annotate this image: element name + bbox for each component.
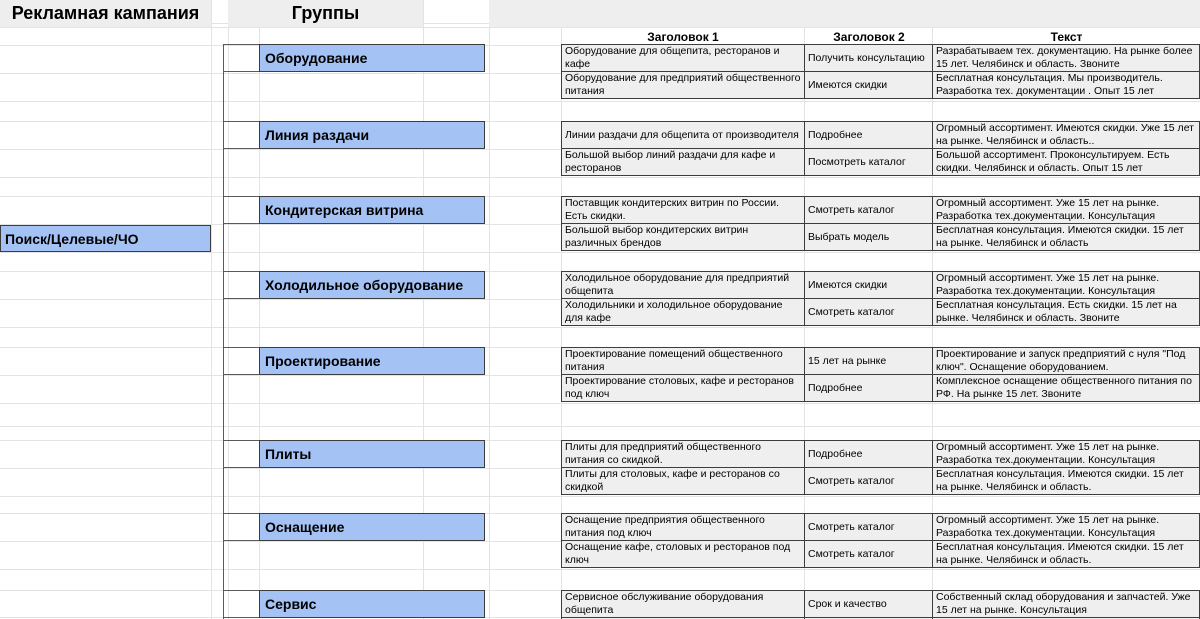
group-label: Оборудование [265,50,368,66]
headline2-cell[interactable] [804,121,933,149]
headline2-cell[interactable] [804,590,933,618]
group-cell[interactable] [259,271,485,299]
headline2-cell[interactable] [804,196,933,224]
gridline [0,426,1200,427]
gridline [489,0,490,619]
text-cell[interactable] [932,540,1200,568]
tree-connector [223,513,259,541]
campaign-title: Рекламная кампания [11,3,200,23]
headline2-value: Смотреть каталог [808,547,895,560]
text-cell[interactable] [932,271,1200,299]
group-cell[interactable] [259,590,485,618]
group-label: Холодильное оборудование [265,277,464,293]
tree-connector [223,121,259,149]
text-value: Комплексное оснащение общественного питания по РФ. На рынке 15 лет. Звоните [936,375,1192,400]
text-cell[interactable] [932,298,1200,326]
groups-title-cell[interactable] [228,0,423,27]
text-cell[interactable] [932,223,1200,251]
gridline [0,177,1200,178]
headline1-cell[interactable] [561,590,805,618]
gridline [0,327,1200,328]
headline2-cell[interactable] [804,540,933,568]
headline1-value: Оснащение предприятия общественного питания под ключ [565,514,765,539]
group-cell[interactable] [259,44,485,72]
tree-connector [223,440,259,468]
text-value: Бесплатная консультация. Имеются скидки. 15 лет на рынке. Челябинск и область [936,224,1184,249]
headline1-cell[interactable] [561,467,805,495]
headline1-value: Поставщик кондитерских витрин по России. Есть скидки. [565,197,779,222]
headline2-value: Выбрать модель [808,230,890,243]
headline2-value: Смотреть каталог [808,474,895,487]
headline2-cell[interactable] [804,223,933,251]
headline2-value: Имеются скидки [808,278,888,291]
text-cell[interactable] [932,44,1200,72]
headline1-value: Проектирование столовых, кафе и ресторанов под ключ [565,375,794,400]
group-label: Кондитерская витрина [265,202,424,218]
text-value: Большой ассортимент. Проконсультируем. Есть скидки. Челябинск и область. Опыт 15 лет [936,149,1170,174]
headline1-cell[interactable] [561,148,805,176]
column-header-text-label: Текст [1050,29,1083,44]
headline2-cell[interactable] [804,467,933,495]
text-value: Огромный ассортимент. Уже 15 лет на рынке. Разработка тех.документации. Консультация [936,272,1160,297]
text-cell[interactable] [932,374,1200,402]
gridline [0,403,1200,404]
text-value: Огромный ассортимент. Уже 15 лет на рынке. Разработка тех.документации. Консультация [936,514,1160,539]
headline2-cell[interactable] [804,513,933,541]
column-header-text[interactable] [933,28,1200,45]
text-value: Огромный ассортимент. Имеются скидки. Уже 15 лет на рынке. Челябинск и область.. [936,122,1194,147]
tree-connector [223,196,259,224]
headline1-cell[interactable] [561,44,805,72]
headline1-value: Линии раздачи для общепита от производителя [565,128,799,141]
group-cell[interactable] [259,196,485,224]
text-cell[interactable] [932,590,1200,618]
group-cell[interactable] [259,513,485,541]
text-value: Бесплатная консультация. Имеются скидки. 15 лет на рынке. Челябинск и область. [936,468,1184,493]
text-cell[interactable] [932,347,1200,375]
headline1-cell[interactable] [561,347,805,375]
headline2-value: Подробнее [808,381,863,394]
gridline [211,0,212,619]
headline2-cell[interactable] [804,148,933,176]
column-header-headline2-label: Заголовок 2 [833,29,905,44]
headline2-value: Смотреть каталог [808,520,895,533]
headline2-cell[interactable] [804,44,933,72]
headline2-cell[interactable] [804,71,933,99]
headline2-value: Срок и качество [808,597,887,610]
column-header-headline2[interactable] [805,28,933,45]
text-value: Проектирование и запуск предприятий с нуля "Под ключ". Оснащение оборудованием. [936,348,1186,373]
headline2-value: Получить консультацию [808,51,925,64]
headline1-value: Плиты для предприятий общественного питания со скидкой. [565,441,761,466]
headline1-cell[interactable] [561,440,805,468]
group-label: Сервис [265,596,317,612]
gridline [0,252,1200,253]
headline1-value: Холодильники и холодильное оборудование для кафе [565,299,783,324]
headline1-cell[interactable] [561,196,805,224]
headline1-value: Оборудование для общепита, ресторанов и кафе [565,45,780,70]
headline2-cell[interactable] [804,440,933,468]
headline2-value: Имеются скидки [808,78,888,91]
campaign-type-cell[interactable] [0,225,211,252]
group-label: Линия раздачи [265,127,370,143]
text-cell[interactable] [932,148,1200,176]
headline2-value: 15 лет на рынке [808,354,887,367]
headline1-value: Большой выбор линий раздачи для кафе и ресторанов [565,149,776,174]
headline1-cell[interactable] [561,374,805,402]
headline1-cell[interactable] [561,271,805,299]
headline1-value: Холодильное оборудование для предприятий общепита [565,272,790,297]
text-value: Бесплатная консультация. Имеются скидки. 15 лет на рынке. Челябинск и область. [936,541,1184,566]
gridline [0,101,1200,102]
headline2-value: Смотреть каталог [808,305,895,318]
tree-connector [223,347,259,375]
group-cell[interactable] [259,121,485,149]
text-cell[interactable] [932,513,1200,541]
tree-connector [223,590,259,618]
headline2-cell[interactable] [804,298,933,326]
groups-title: Группы [291,3,360,23]
campaign-title-cell[interactable] [0,0,211,27]
headline2-cell[interactable] [804,347,933,375]
headline2-cell[interactable] [804,374,933,402]
headline2-value: Подробнее [808,128,863,141]
group-label: Оснащение [265,519,345,535]
headline1-value: Плиты для столовых, кафе и ресторанов со скидкой [565,468,780,493]
tree-connector [223,44,259,72]
headline1-cell[interactable] [561,540,805,568]
group-label: Проектирование [265,353,381,369]
headline1-value: Большой выбор кондитерских витрин различных брендов [565,224,749,249]
headline1-cell[interactable] [561,223,805,251]
group-cell[interactable] [259,440,485,468]
headline1-cell[interactable] [561,121,805,149]
group-cell[interactable] [259,347,485,375]
column-header-headline1-label: Заголовок 1 [647,29,719,44]
text-cell[interactable] [932,121,1200,149]
column-header-headline1[interactable] [561,28,805,45]
text-cell[interactable] [932,440,1200,468]
campaign-type-label: Поиск/Целевые/ЧО [5,230,139,247]
headline1-value: Оснащение кафе, столовых и ресторанов под ключ [565,541,791,566]
headline1-cell[interactable] [561,298,805,326]
text-value: Бесплатная консультация. Мы производитель. Разработка тех. документации . Опыт 15 лет [936,72,1163,97]
headline2-value: Смотреть каталог [808,203,895,216]
group-label: Плиты [265,446,312,462]
text-value: Собственный склад оборудования и запчастей. Уже 15 лет на рынке. Консультация [936,591,1191,616]
headline1-value: Проектирование помещений общественного питания [565,348,783,373]
text-value: Огромный ассортимент. Уже 15 лет на рынке. Разработка тех.документации. Консультация [936,197,1160,222]
headline1-cell[interactable] [561,513,805,541]
text-value: Разрабатываем тех. документацию. На рынке более 15 лет. Челябинск и область. Звоните [936,45,1193,70]
tree-connector [223,271,259,299]
gridline [0,569,1200,570]
headline2-value: Подробнее [808,447,863,460]
gridline [0,496,1200,497]
text-value: Огромный ассортимент. Уже 15 лет на рынке. Разработка тех.документации. Консультация [936,441,1160,466]
headline1-cell[interactable] [561,71,805,99]
text-cell[interactable] [932,467,1200,495]
headline2-cell[interactable] [804,271,933,299]
headline1-value: Оборудование для предприятий общественного питания [565,72,801,97]
text-value: Бесплатная консультация. Есть скидки. 15 лет на рынке. Челябинск и область. Звоните [936,299,1177,324]
top-band [489,0,1200,27]
text-cell[interactable] [932,71,1200,99]
headline1-value: Сервисное обслуживание оборудования общепита [565,591,764,616]
text-cell[interactable] [932,196,1200,224]
headline2-value: Посмотреть каталог [808,155,906,168]
